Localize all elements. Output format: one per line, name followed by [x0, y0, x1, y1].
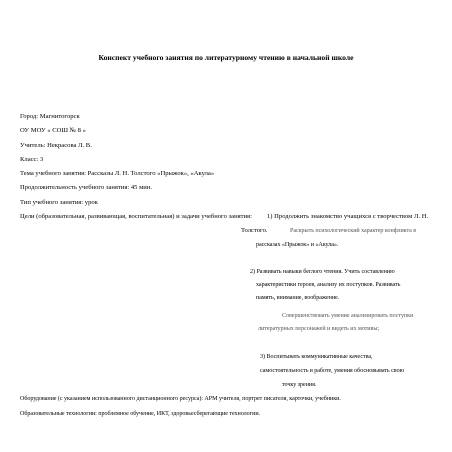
goal-1-line-1: 1) Продолжить знакомство учащихся с творчеством Л. Н.: [267, 213, 429, 220]
equipment-line: Оборудование (с указанием использованного дистанционного ресурса): АРМ учителя, портрет писателя, карточки, учебники.: [20, 396, 341, 402]
grade-line: Класс: 3: [20, 156, 44, 163]
goal-3-line-2: самостоятельность в работе, умения обосновывать свою: [260, 368, 405, 374]
topic-line: Тема учебного занятия: Рассказы Л. Н. Толстого «Прыжок», «Акула»: [20, 170, 215, 177]
goal-2-line-3: память, внимание, воображение.: [256, 295, 340, 301]
technologies-line: Образовательные технологии: проблемное обучение, ИКТ, здоровьесберегающие технологии.: [20, 411, 261, 417]
goal-2-line-4: Совершенствовать умение анализировать поступки: [282, 313, 414, 319]
goal-3-line-3: точку зрения.: [282, 382, 317, 388]
goal-2-line-5: литературных персонажей и видеть их мотивы;: [258, 326, 380, 332]
type-line: Тип учебного занятия: урок: [20, 199, 98, 206]
duration-line: Продолжительность учебного занятия: 45 мин.: [20, 184, 153, 191]
goals-lead: Цели (образовательная, развивающая, воспитательная) и задачи учебного занятия:: [20, 213, 252, 220]
document-title: Конспект учебного занятия по литературному чтению в начальной школе: [98, 53, 354, 62]
goal-3-line-1: 3) Воспитывать коммуникативные качества,: [260, 354, 373, 360]
goal-2-line-2: характеристики героев, анализу их поступков. Развивать: [256, 282, 401, 288]
teacher-line: Учитель: Некрасова Л. В.: [20, 142, 92, 149]
goal-1-line-2: Толстого.: [241, 227, 268, 234]
goal-1-line-3: рассказах «Прыжок» и «Акула».: [256, 242, 339, 248]
goal-1-line-2b: Раскрыть психологический характер конфликта в: [290, 228, 417, 234]
city-line: Город: Магнитогорск: [20, 113, 80, 120]
goal-2-line-1: 2) Развивать навыки беглого чтения. Учить составлению: [250, 269, 395, 275]
school-line: ОУ МОУ « СОШ № 8 »: [20, 127, 86, 134]
